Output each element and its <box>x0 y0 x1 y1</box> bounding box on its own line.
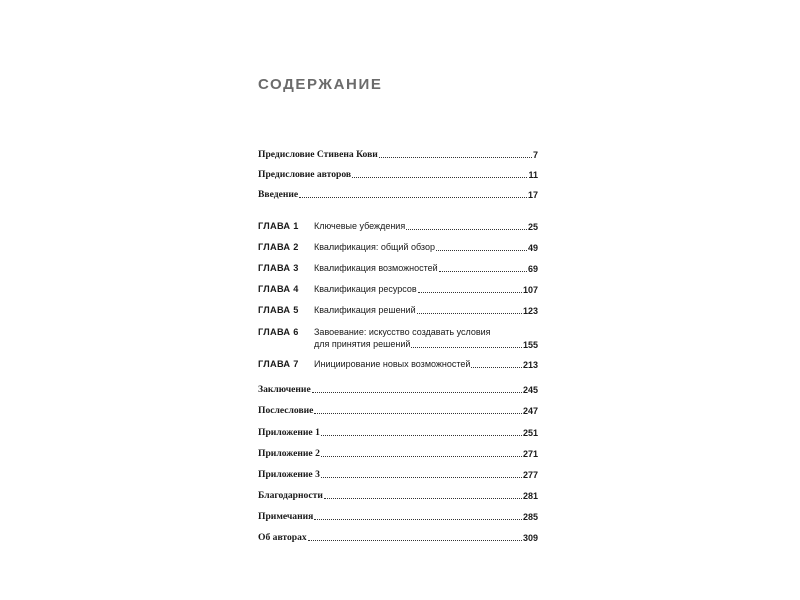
toc-entry-notes[interactable] <box>258 508 538 522</box>
toc-entry-label: Введение <box>258 189 299 200</box>
chapter-number: ГЛАВА 6 <box>258 327 299 337</box>
toc-entry-page: 25 <box>527 222 538 232</box>
chapter-number: ГЛАВА 7 <box>258 359 299 369</box>
toc-entry-page: 11 <box>528 170 538 180</box>
toc-entry-page: 247 <box>522 406 538 416</box>
toc-entry-page: 271 <box>522 449 538 459</box>
toc-entry-label: Заключение <box>258 384 311 395</box>
toc-entry-label: Приложение 2 <box>258 448 320 459</box>
toc-entry-page: 17 <box>527 190 538 200</box>
toc-entry-page: 107 <box>522 285 538 295</box>
toc-entry-about-authors[interactable] <box>258 529 538 543</box>
toc-entry-conclusion[interactable] <box>258 381 538 395</box>
toc-entry-chapter-2[interactable] <box>258 239 538 253</box>
toc-entry-page: 123 <box>522 306 538 316</box>
toc-entry-chapter-7[interactable] <box>258 356 538 370</box>
dot-leader <box>411 341 522 348</box>
chapter-title: Квалификация решений <box>314 305 416 315</box>
toc-entry-acknowledgements[interactable] <box>258 487 538 501</box>
toc-entry-label: Благодарности <box>258 490 323 501</box>
toc-entry-afterword[interactable] <box>258 402 538 416</box>
dot-leader <box>314 513 522 520</box>
dot-leader <box>379 151 532 158</box>
page-title: СОДЕРЖАНИЕ <box>258 76 383 93</box>
chapter-title-continued: для принятия решений <box>314 339 411 349</box>
chapter-number: ГЛАВА 4 <box>258 284 299 294</box>
chapter-title: Инициирование новых возможностей <box>314 359 471 369</box>
dot-leader <box>321 429 522 436</box>
dot-leader <box>312 386 522 393</box>
chapter-number: ГЛАВА 3 <box>258 263 299 273</box>
toc-entry-page: 49 <box>527 243 538 253</box>
dot-leader <box>418 286 522 293</box>
dot-leader <box>417 307 522 314</box>
dot-leader <box>314 407 522 414</box>
toc-entry-page: 69 <box>527 264 538 274</box>
toc-entry-chapter-1[interactable] <box>258 218 538 232</box>
toc-entry-chapter-6-line1[interactable] <box>258 323 491 337</box>
toc-entry-introduction[interactable] <box>258 186 538 200</box>
toc-entry-page: 277 <box>522 470 538 480</box>
toc-entry-foreword-authors[interactable] <box>258 166 538 180</box>
dot-leader <box>471 361 522 368</box>
dot-leader <box>352 171 527 178</box>
toc-entry-chapter-3[interactable] <box>258 260 538 274</box>
dot-leader <box>436 244 527 251</box>
toc-entry-page: 245 <box>522 385 538 395</box>
toc-entry-page: 7 <box>532 150 538 160</box>
toc-entry-page: 213 <box>522 360 538 370</box>
chapter-number: ГЛАВА 1 <box>258 221 299 231</box>
toc-entry-page: 251 <box>522 428 538 438</box>
toc-entry-label: Предисловие Стивена Кови <box>258 149 378 160</box>
toc-entry-chapter-6-line2[interactable] <box>258 336 538 350</box>
chapter-title: Ключевые убеждения <box>314 221 406 231</box>
toc-entry-appendix-2[interactable] <box>258 445 538 459</box>
toc-entry-label: Приложение 3 <box>258 469 320 480</box>
dot-leader <box>439 265 527 272</box>
toc-entry-page: 309 <box>522 533 538 543</box>
toc-entry-page: 285 <box>522 512 538 522</box>
toc-entry-label: Послесловие <box>258 405 314 416</box>
toc-entry-chapter-4[interactable] <box>258 281 538 295</box>
toc-entry-chapter-5[interactable] <box>258 302 538 316</box>
toc-entry-label: Предисловие авторов <box>258 169 352 180</box>
chapter-number: ГЛАВА 5 <box>258 305 299 315</box>
dot-leader <box>299 191 527 198</box>
toc-entry-page: 281 <box>522 491 538 501</box>
dot-leader <box>321 471 522 478</box>
toc-entry-label: Об авторах <box>258 532 307 543</box>
chapter-title: Квалификация ресурсов <box>314 284 417 294</box>
chapter-title: Завоевание: искусство создавать условия <box>314 327 491 337</box>
dot-leader <box>324 492 522 499</box>
toc-entry-appendix-1[interactable] <box>258 424 538 438</box>
dot-leader <box>406 223 527 230</box>
toc-entry-page: 155 <box>522 340 538 350</box>
chapter-title: Квалификация: общий обзор <box>314 242 435 252</box>
chapter-number: ГЛАВА 2 <box>258 242 299 252</box>
toc-entry-label: Приложение 1 <box>258 427 320 438</box>
toc-entry-appendix-3[interactable] <box>258 466 538 480</box>
toc-entry-foreword-covey[interactable] <box>258 146 538 160</box>
dot-leader <box>321 450 522 457</box>
toc-entry-label: Примечания <box>258 511 314 522</box>
chapter-title: Квалификация возможностей <box>314 263 438 273</box>
dot-leader <box>308 534 522 541</box>
